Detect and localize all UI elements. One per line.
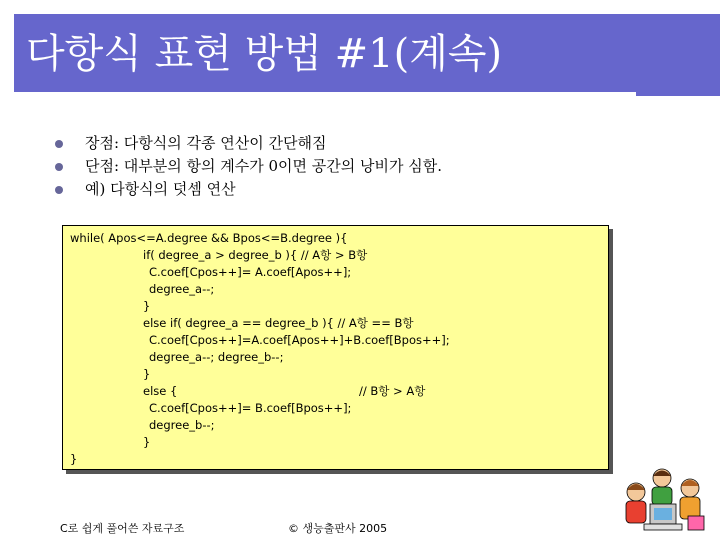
bullet-item [58, 155, 678, 178]
bullet-item [58, 178, 678, 201]
bullet-text: 단점: 대부분의 항의 계수가 0이면 공간의 낭비가 심함. [85, 157, 443, 175]
bullet-item [58, 132, 678, 155]
code-line: degree_b--; [149, 418, 215, 432]
footer-copyright: © 생능출판사 2005 [288, 522, 388, 535]
bullet-dot-icon [55, 163, 63, 171]
code-line: while( Apos<=A.degree && Bpos<=B.degree ){ [70, 231, 348, 245]
slide-title: 다항식 표현 방법 #1(계속) [26, 31, 503, 77]
code-line: degree_a--; [149, 282, 215, 296]
code-line: } [143, 367, 151, 381]
footer-book-title: C로 쉽게 풀어쓴 자료구조 [60, 522, 185, 535]
bullet-dot-icon [55, 186, 63, 194]
code-line: } [143, 299, 151, 313]
bullet-text: 장점: 다항식의 각종 연산이 간단해짐 [85, 134, 327, 152]
code-line: else if( degree_a == degree_b ){ // A항 == B항 [143, 316, 414, 330]
bullet-list [58, 132, 678, 201]
code-box [62, 225, 609, 470]
code-line: degree_a--; degree_b--; [149, 350, 284, 364]
code-comment: // B항 > A항 [359, 384, 426, 398]
code-line: } [143, 435, 151, 449]
code-line: else { [143, 384, 178, 398]
code-line: C.coef[Cpos++]=A.coef[Apos++]+B.coef[Bpos++]; [149, 333, 450, 347]
children-computer-clipart [620, 464, 712, 534]
code-line: if( degree_a > degree_b ){ // A항 > B항 [143, 248, 368, 262]
code-line: C.coef[Cpos++]= A.coef[Apos++]; [149, 265, 352, 279]
code-line: C.coef[Cpos++]= B.coef[Bpos++]; [149, 401, 352, 415]
bullet-dot-icon [55, 140, 63, 148]
bullet-text: 예) 다항식의 덧셈 연산 [85, 180, 236, 198]
title-rule [14, 92, 636, 96]
code-line: } [70, 452, 78, 466]
